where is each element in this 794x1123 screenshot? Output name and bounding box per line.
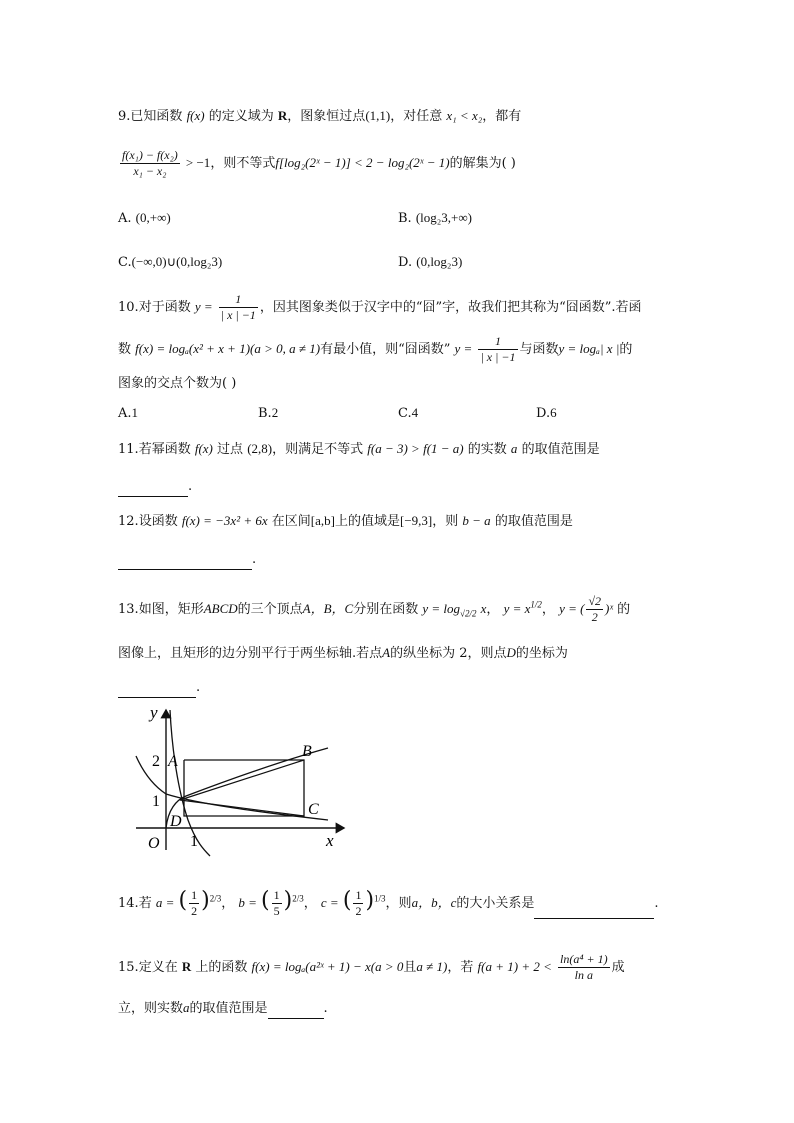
origin-label: O: [148, 835, 160, 852]
q9-number: 9.: [118, 109, 131, 124]
q9-line-1: 9.已知函数 f(x) 的定义域为 R，图象恒过点(1,1)，对任意 x₁ < x₂，都有: [118, 108, 522, 124]
helper-line-1: [180, 760, 304, 800]
q11-answer-line: .: [118, 477, 192, 497]
q9-option-a[interactable]: A. (0,+∞): [118, 210, 171, 226]
point-a-label: A: [168, 753, 178, 770]
q9-fraction: $\frac{\text{f(x₁) − f(x₂)}}{\text{x₁ − x₂}}$: [122, 148, 178, 178]
exp-curve: [136, 756, 328, 820]
q12-line-1: 12.设函数 f(x) = −3x² + 6x 在区间[a,b]上的值域是[−9,3]，则 b − a 的取值范围是: [118, 513, 573, 529]
point-c-label: C: [308, 801, 319, 818]
q9-line-2: $\frac{\text{f(x₁) − f(x₂)}}{\text{x₁ − x₂}}$ > −1，则不等式f[log₂(2ˣ − 1)] < 2 − log₂(2ˣ − 1)的解集为( ): [122, 148, 516, 178]
q15-answer-blank[interactable]: [268, 1004, 324, 1019]
tick-2: 2: [152, 753, 160, 770]
q14-number: 14.: [118, 896, 139, 911]
q15-line-2: 立，则实数a的取值范围是 .: [118, 998, 328, 1019]
q15-number: 15.: [118, 960, 139, 975]
helper-line-2: [180, 800, 304, 816]
q10-option-b[interactable]: B.2: [258, 405, 279, 421]
q9-option-b[interactable]: B. (log₂3,+∞): [398, 210, 472, 226]
q11-answer-blank[interactable]: [118, 482, 188, 497]
q13-number: 13.: [118, 602, 139, 617]
q13-line-1: 13.如图，矩形ABCD的三个顶点A，B，C分别在函数 $y = \log_{√2/2} x$， $y = x^{1/2}$， y = ( $\frac{√2}{2}$ )ˣ 的: [118, 594, 631, 624]
q14-line-1: 14.若 a = ( $\frac{1}{2}$ )$^{2/3}$， b = ( $\frac{1}{5}$ )$^{2/3}$， c = ( $\frac{1}{2}$ )$^{1/3}$，则a，b，c的大小关系是 .: [118, 888, 659, 918]
y-axis-label: y: [150, 703, 158, 722]
point-b-label: B: [302, 743, 312, 760]
q9-option-d[interactable]: D. (0,log₂3): [398, 254, 463, 270]
q14-answer-blank[interactable]: [534, 904, 654, 919]
q13-answer-line: .: [118, 678, 200, 698]
q11-number: 11.: [118, 442, 139, 457]
rectangle-abcd: [184, 760, 304, 816]
q10-option-d[interactable]: D.6: [536, 405, 557, 421]
q13-line-2: 图像上，且矩形的边分别平行于两坐标轴.若点A的纵坐标为 2，则点D的坐标为: [118, 645, 568, 661]
x-axis-label: x: [326, 831, 334, 850]
tick-1-y: 1: [152, 793, 160, 810]
point-d-label: D: [170, 813, 182, 830]
q9-option-c[interactable]: C.(−∞,0)∪(0,log₂3): [118, 254, 223, 270]
q10-option-a[interactable]: A.1: [118, 405, 139, 421]
q13-answer-blank[interactable]: [118, 683, 196, 698]
q12-answer-blank[interactable]: [118, 555, 252, 570]
q12-answer-line: .: [118, 550, 256, 570]
q10-line-3: 图象的交点个数为( ): [118, 376, 237, 391]
q10-option-c[interactable]: C.4: [398, 405, 419, 421]
q15-line-1: 15.定义在 R 上的函数 f(x) = logₐ(a²ˣ + 1) − x(a > 0且a ≠ 1)，若 f(a + 1) + 2 < $\frac{\text{ln(a⁴ + 1)}}{\text{ln a}}$ 成: [118, 952, 625, 982]
q10-number: 10.: [118, 300, 139, 315]
q10-line-1: 10.对于函数 y = $\frac{1}{| x | -1}$ ，因其图象类似于汉字中的“囧”字，故我们把其称为“囧函数”.若函: [118, 292, 642, 322]
tick-1-x: 1: [190, 833, 198, 850]
q11-line-1: 11.若幂函数 f(x) 过点 (2,8)，则满足不等式 f(a − 3) > f(1 − a) 的实数 a 的取值范围是: [118, 441, 600, 457]
q10-line-2: 数 f(x) = logₐ(x² + x + 1)(a > 0, a ≠ 1)有最小值，则“囧函数” y = $\frac{1}{| x | -1}$ 与函数y = logₐ| x |的: [118, 334, 633, 364]
q13-figure: [118, 700, 358, 860]
q12-number: 12.: [118, 514, 139, 529]
